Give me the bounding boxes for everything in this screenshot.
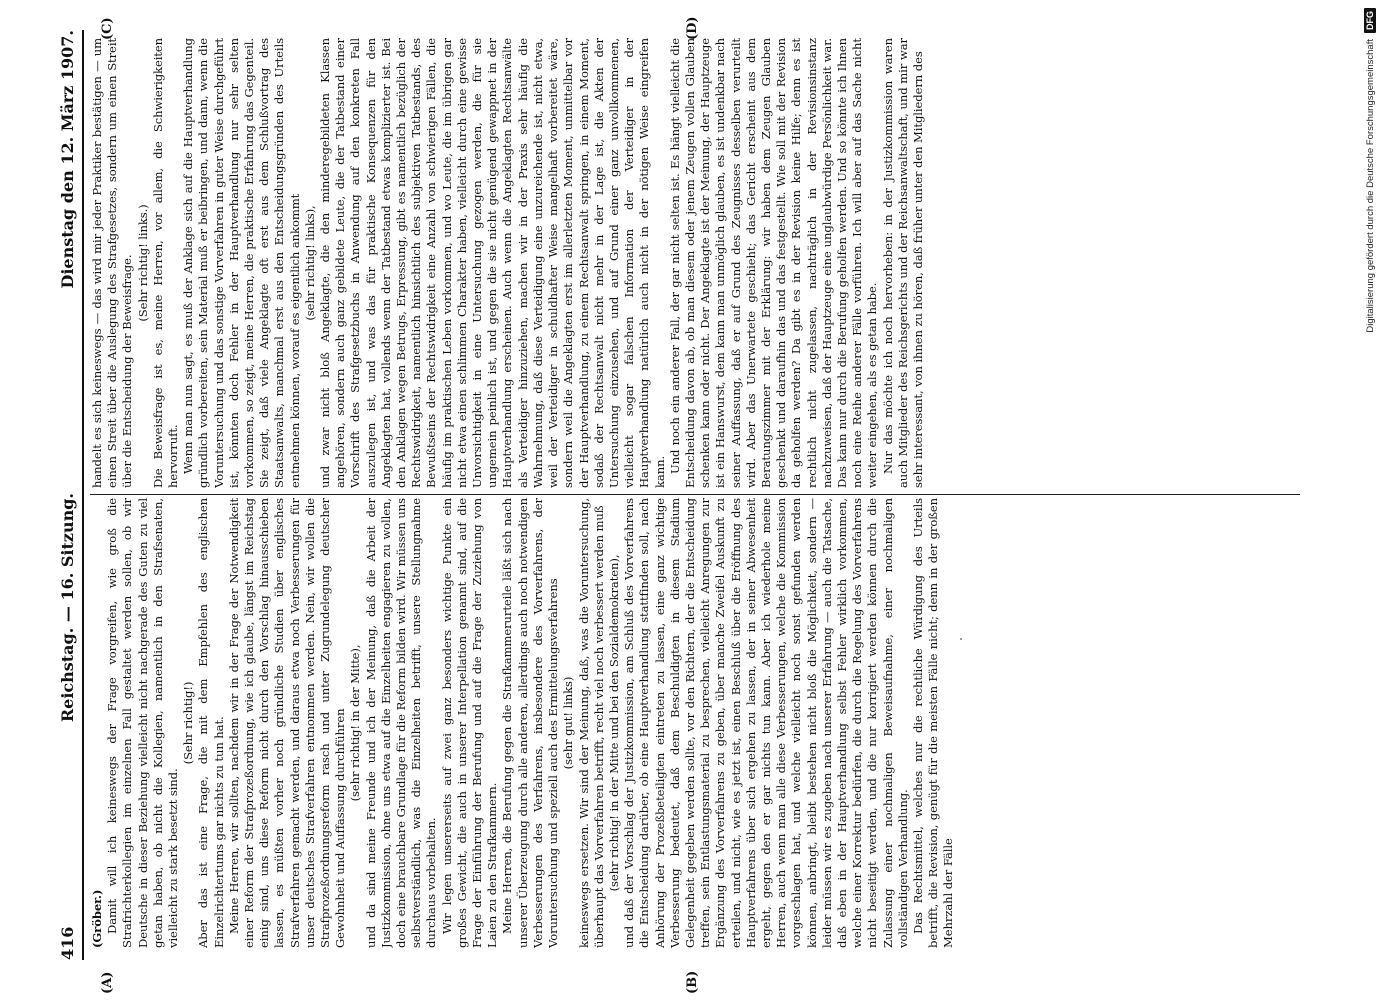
paragraph bbox=[577, 498, 607, 948]
paragraph-text: keineswegs ersetzen. Wir sind der Meinung, daß, was die Voruntersuchung, überhaupt das Vorverfahren betrifft, recht viel noch verbessert werden muß bbox=[576, 498, 606, 948]
paragraph bbox=[561, 498, 576, 948]
margin-marker-a: (A) bbox=[100, 971, 115, 994]
paragraph bbox=[303, 38, 318, 488]
paragraph-text: (sehr gut! links) bbox=[561, 676, 576, 770]
paragraph-text: (Sehr richtig!) bbox=[181, 681, 196, 765]
paragraph bbox=[181, 38, 303, 488]
page-number: 416 bbox=[57, 926, 77, 960]
margin-marker-c: (C) bbox=[100, 17, 115, 40]
column-divider bbox=[90, 494, 1300, 495]
paragraph-text: Aber das ist eine Frage, die mit dem Empfehlen des englischen Einzelrichtertums gar nichts zu tun hat. bbox=[196, 498, 226, 948]
dfg-logo: DFG bbox=[1364, 8, 1376, 33]
paragraph-text: und daß der Vorschlag der Justizkommission, am Schluß des Vorverfahrens die Entscheidung darüber, ob eine Hauptverhandlung stattfinden soll, nach Anhörung der Prozeßbeteiligten eintreten zu lassen, eine ganz wichtige Verbesserung bedeutet, daß dem Beschuldigten in diesem Stadium Gelegenheit gegeben werden sollte, vor den Richtern, der die Entscheidung treffen, sein Entlastungsmaterial zu besprechen, vielleicht Anregungen zur Ergänzung des Vorverfahrens zu geben, über manche Zweifel Auskunft zu erteilen, und nicht, wie es jetzt ist, einen Beschluß über die Eröffnung des Hauptverfahrens über sich ergehen zu lassen, der in seiner Abwesenheit ergeht, gegen den er gar nichts tun kann. Aber ich wiederhole meine Herren, auch wenn man alle diese Verbesserungen, welche die Kommission vorgeschlagen hat, und welche vielleicht noch sonst gefunden werden können, anbringt, bleibt bestehen nicht bloß die Möglichkeit, sondern — leider müssen wir es zugeben nach unserer Erfahrung — auch die Tatsache, daß eben in der Hauptverhandlung selbst Fehler wirklich vorkommen, welche einer Korrektur bedürfen, die durch die Regelung des Vorverfahrens nicht beseitigt werden, und die nur korrigiert werden können durch die Zulassung einer nochmaligen Beweisaufnahme, einer nochmaligen vollständigen Verhandlung. bbox=[622, 498, 910, 948]
paragraph bbox=[607, 498, 622, 948]
right-text-column bbox=[90, 38, 1300, 488]
digitization-credit bbox=[1359, 8, 1381, 988]
paragraph bbox=[90, 498, 105, 948]
paragraph bbox=[151, 38, 181, 488]
left-text-column bbox=[90, 498, 1300, 948]
paragraph bbox=[181, 498, 196, 948]
paragraph bbox=[668, 38, 881, 488]
running-head bbox=[52, 30, 84, 960]
scan-speck bbox=[960, 638, 962, 640]
paragraph bbox=[105, 498, 181, 948]
paragraph-text: (sehr richtig! in der Mitte und bei den Sozialdemokraten), bbox=[606, 554, 621, 892]
paragraph-text: handelt es sich keineswegs — das wird mir jeder Praktiker bestätigen — um einen Streit über die Auslegung des Strafgesetzes, sondern um einen Streit über die Entscheidung der Beweisfrage. bbox=[90, 38, 135, 488]
paragraph bbox=[500, 498, 561, 948]
paragraph-text: Meine Herren, die Berufung gegen die Strafkammerurteile läßt sich nach unserer Überzeugung durch alle anderen, allerdings auch noch notwendigen Verbesserungen des Verfahrens, insbesondere des Vorverfahrens, der Voruntersuchung und speziell auch des Ermittelungsverfahrens bbox=[500, 498, 561, 948]
digitization-credit-text: Digitalisierung gefördert durch die Deutsche Forschungsgemeinschaft bbox=[1364, 39, 1376, 333]
paragraph-text: Meine Herren, wir sollten, nachdem wir in der Frage der Notwendigkeit einer Reform der Strafprozeßordnung, wie ich glaube, längst im Reichstag einig sind, uns diese Reform nicht durch den Vorschlag hinausschieben lassen, es müßten vorher noch gründliche Studien über englisches Strafverfahren gemacht werden, und daraus etwa noch Verbesserungen für unser deutsches Strafverfahren entnommen werden. Nein, wir wollen die Strafprozeßordnungsreform rasch und unter Zugrundelegung deutscher Gewohnheit und Auffassung durchführen bbox=[226, 498, 348, 948]
paragraph-text: (sehr richtig! in der Mitte), bbox=[348, 644, 363, 802]
paragraph bbox=[911, 498, 957, 948]
margin-marker-d: (D) bbox=[685, 16, 700, 40]
margin-marker-b: (B) bbox=[685, 970, 700, 994]
paragraph bbox=[227, 498, 349, 948]
paragraph-text: Nur das möchte ich noch hervorheben: in der Justizkommission waren auch Mitglieder des Reichsgerichts und der Reichsanwaltschaft, und mir war sehr interessant, von ihnen zu hören, daß früher unter den Mitgliedern des bbox=[880, 38, 925, 488]
paragraph bbox=[196, 498, 226, 948]
paragraph-text: (sehr richtig! links), bbox=[302, 205, 317, 321]
paragraph bbox=[348, 498, 363, 948]
paragraph bbox=[622, 498, 911, 948]
paragraph bbox=[318, 38, 668, 488]
paragraph bbox=[364, 498, 440, 948]
paragraph-text: und zwar nicht bloß Angeklagte, die den minderegebildeten Klassen angehören, sondern auch ganz gebildete Leute, die der Tatbestand einer Vorschrift des Strafgesetzbuchs in Anwendung auf den konkreten Fall auszulegen ist, und was das für praktische Konsequenzen für den Angeklagten hat, vollends wenn der Tatbestand etwas komplizierter ist. Bei den Anklagen wegen Betrugs, Erpressung, gibt es namentlich bezüglich der Rechtswidrigkeit, namentlich hinsichtlich des subjektiven Tatbestands, des Bewußtseins der Rechtswidrigkeit eine Anzahl von schwierigen Fällen, die häufig im praktischen Leben vorkommen, und wo Leute, die im übrigen gar nicht etwa einen schlimmen Charakter haben, vielleicht durch eine gewisse Unvorsichtigkeit in eine Untersuchung gezogen werden, die für sie ungemein peinlich ist, und gegen die sie nicht genügend gewappnet in der Hauptverhandlung erscheinen. Auch wenn die Angeklagten Rechtsanwälte als Verteidiger hinzuziehen, machen wir in der Praxis sehr häufig die Wahrnehmung, daß diese Verteidigung eine unzureichende ist, nicht etwa, weil der Verteidiger in schuldhafter Weise mangelhaft vorbereitet wäre, sondern weil die Angeklagten erst im allerletzten Moment, unmittelbar vor der Hauptverhandlung, zu einem Rechtsanwalt springen, in einem Moment, sodaß der Rechtsanwalt nicht mehr in der Lage ist, die Akten der Untersuchung einzusehen, und auf Grund einer ganz unvollkommenen, vielleicht sogar falschen Information der Verteidiger in der Hauptverhandlung natürlich auch nicht in der nötigen Weise eingreifen kann. bbox=[318, 38, 667, 488]
paragraph-text: Wir legen unsererseits auf zwei ganz besonders wichtige Punkte ein großes Gewicht, die auch in unserer Interpellation genannt sind, auf die Frage der Einführung der Berufung und auf die Frage der Zuziehung von Laien zu den Strafkammern. bbox=[439, 498, 500, 948]
session-date: Dienstag den 12. März 1907. bbox=[57, 30, 77, 289]
paragraph-text: Wenn man nun sagt, es muß der Anklage sich auf die Hauptverhandlung gründlich vorbereiten, sein Material muß er beibringen, und dann, wenn die Voruntersuchung und das sonstige Vorverfahren in guter Weise durchgeführt ist, könnten doch Fehler in der Hauptverhandlung nur sehr selten vorkommen, so zeigt, meine Herren, die praktische Erfahrung das Gegenteil. Sie zeigt, daß viele Angeklagte oft erst aus dem Schlußvortrag des Staatsanwalts, manchmal erst aus den Entscheidungsgründen des Urteils entnehmen können, worauf es eigentlich ankommt bbox=[181, 38, 302, 488]
paragraph-text: Das Rechtsmittel, welches nur die rechtliche Würdigung des Urteils betrifft, die Revision, genügt für die meisten Fälle nicht; denn in der großen Mehrzahl der Fälle bbox=[910, 498, 956, 948]
paragraph-text: Die Beweisfrage ist es, meine Herren, vor allem, die Schwierigkeiten hervorruft. bbox=[150, 38, 181, 488]
paragraph bbox=[136, 38, 151, 488]
paragraph bbox=[440, 498, 501, 948]
session-title: Reichstag. — 16. Sitzung. bbox=[57, 493, 77, 723]
speaker-name: (Gröber.) bbox=[90, 889, 104, 948]
paragraph bbox=[881, 38, 927, 488]
paragraph-text: und da sind meine Freunde und ich der Meinung, daß die Arbeit der Justizkommission, ohne uns etwa auf die Einzelheiten engagieren zu wollen, doch eine brauchbare Grundlage für die Reform bilden wird. Wir müssen uns selbstverständlich, was die Einzelheiten betrifft, unsere Stellungnahme durchaus vorbehalten. bbox=[363, 498, 439, 948]
paragraph-text: Und noch ein anderer Fall, der gar nicht selten ist. Es hängt vielleicht die Entscheidung davon ab, ob man diesem oder jenem Zeugen vollen Glauben schenken kann oder nicht. Der Angeklagte ist der Meinung, der Hauptzeuge ist ein Hanswurst, dem kann man unmöglich glauben, es ist undenkbar nach seiner Auffassung, daß er auf Grund des Zeugnisses desselben verurteilt wird. Aber das Unerwartete geschieht; das Gericht erscheint aus dem Beratungszimmer mit der Erklärung: wir haben dem Zeugen Glauben geschenkt und daraufhin das und das festgestellt. Wie soll mit der Revision da geholfen werden? Da gibt es in der Revision keine Hilfe; denn es ist rechtlich nicht zugelassen, nachträglich in der Revisionsinstanz nachzuweisen, daß der Hauptzeuge eine unglaubwürdige Persönlichkeit war. Das kann nur durch die Berufung geholfen werden. Und so könnte ich Ihnen noch eine Reihe anderer Fälle vorführen. Ich will aber auf das Sache nicht weiter eingehen, als es getan habe. bbox=[667, 38, 880, 488]
paragraph-text: (Sehr richtig! links.) bbox=[135, 204, 150, 322]
paragraph-text: Damit will ich keineswegs der Frage vorgreifen, wie groß die Strafrichterkollegien im einzelnen Fall gestaltet werden sollen, ob wir Deutsche in dieser Beziehung vielleicht nicht nachgerade des Guten zu viel getan haben, ob nicht die Kollegien, namentlich in den Strafsenaten, vielleicht zu stark besetzt sind. bbox=[105, 498, 181, 948]
paragraph bbox=[90, 38, 136, 488]
